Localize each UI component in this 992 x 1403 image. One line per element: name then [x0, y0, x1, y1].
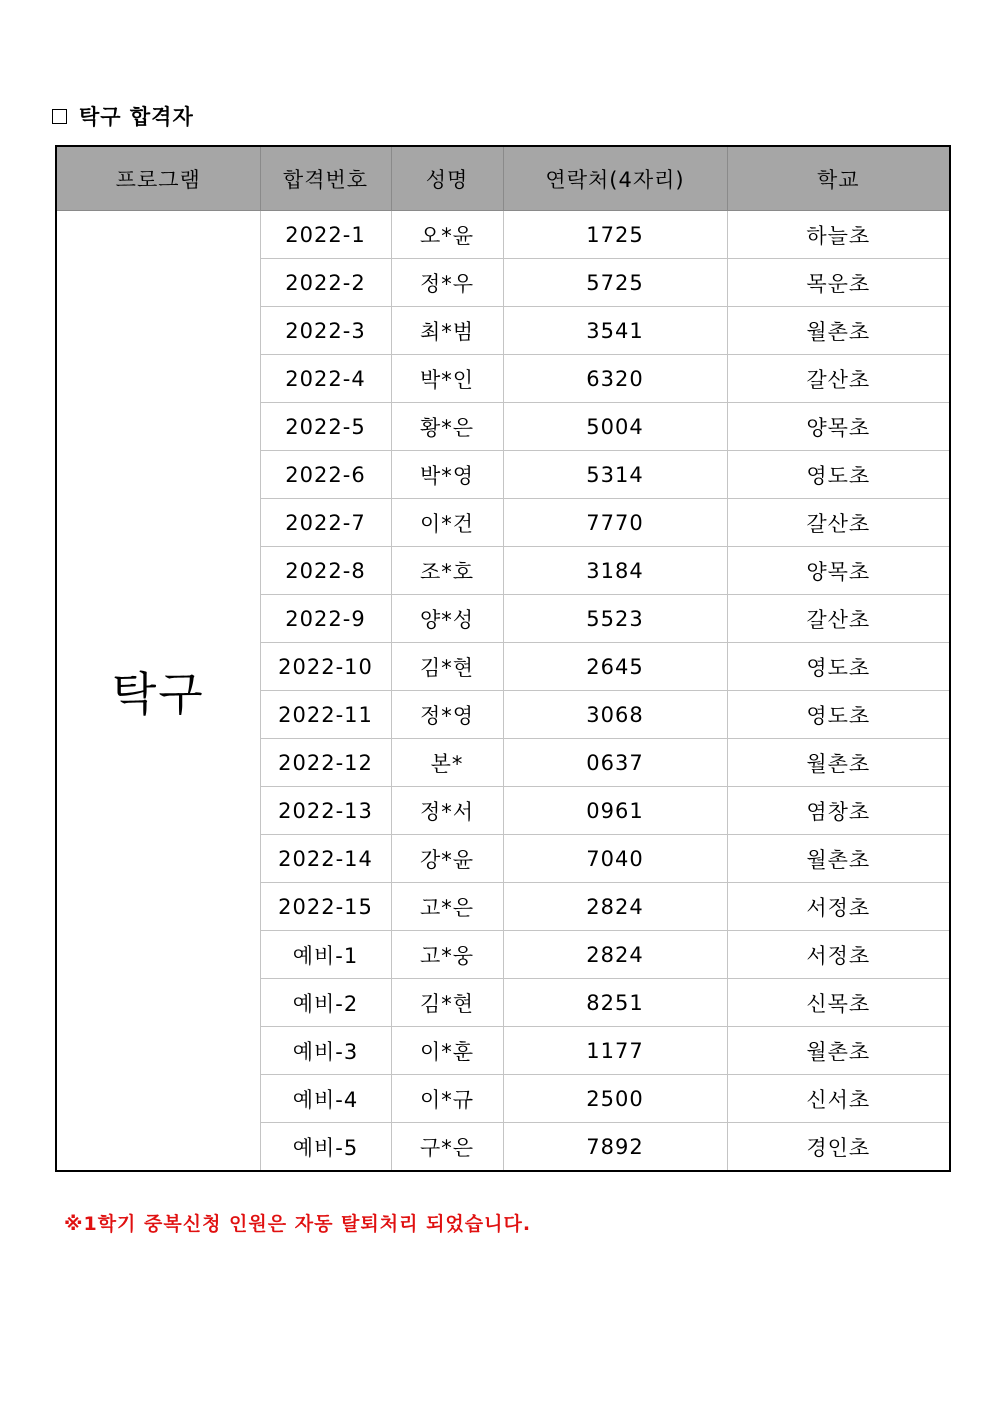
id-cell: 2022-2 [260, 259, 391, 307]
phone-cell: 3541 [503, 307, 727, 355]
school-cell: 서정초 [727, 931, 950, 979]
name-cell: 고*웅 [391, 931, 503, 979]
id-cell: 예비-4 [260, 1075, 391, 1123]
id-cell: 2022-1 [260, 211, 391, 259]
phone-cell: 5314 [503, 451, 727, 499]
school-cell: 양목초 [727, 403, 950, 451]
id-cell: 2022-4 [260, 355, 391, 403]
id-cell: 2022-8 [260, 547, 391, 595]
phone-cell: 3184 [503, 547, 727, 595]
table-header-row [56, 146, 950, 211]
program-cell: 탁구 [56, 211, 260, 1172]
name-cell: 박*인 [391, 355, 503, 403]
id-cell: 예비-2 [260, 979, 391, 1027]
notice-text: ※1학기 중복신청 인원은 자동 탈퇴처리 되었습니다. [64, 1213, 532, 1235]
id-cell: 2022-12 [260, 739, 391, 787]
name-cell: 이*규 [391, 1075, 503, 1123]
header-school: 학교 [727, 146, 950, 211]
name-cell: 정*영 [391, 691, 503, 739]
section-title [52, 101, 194, 131]
phone-cell: 8251 [503, 979, 727, 1027]
id-cell: 2022-5 [260, 403, 391, 451]
id-cell: 2022-13 [260, 787, 391, 835]
id-cell: 2022-7 [260, 499, 391, 547]
id-cell: 2022-14 [260, 835, 391, 883]
name-cell: 조*호 [391, 547, 503, 595]
school-cell: 신목초 [727, 979, 950, 1027]
id-cell: 예비-5 [260, 1123, 391, 1172]
school-cell: 영도초 [727, 451, 950, 499]
phone-cell: 0637 [503, 739, 727, 787]
school-cell: 월촌초 [727, 307, 950, 355]
phone-cell: 1177 [503, 1027, 727, 1075]
name-cell: 강*윤 [391, 835, 503, 883]
school-cell: 염창초 [727, 787, 950, 835]
phone-cell: 5004 [503, 403, 727, 451]
id-cell: 2022-11 [260, 691, 391, 739]
header-program: 프로그램 [56, 146, 260, 211]
school-cell: 월촌초 [727, 739, 950, 787]
name-cell: 이*훈 [391, 1027, 503, 1075]
name-cell: 김*현 [391, 979, 503, 1027]
name-cell: 정*우 [391, 259, 503, 307]
phone-cell: 7892 [503, 1123, 727, 1172]
table-body [56, 211, 950, 1172]
phone-cell: 6320 [503, 355, 727, 403]
name-cell: 최*범 [391, 307, 503, 355]
id-cell: 예비-1 [260, 931, 391, 979]
header-phone: 연락처(4자리) [503, 146, 727, 211]
school-cell: 신서초 [727, 1075, 950, 1123]
phone-cell: 5523 [503, 595, 727, 643]
phone-cell: 2500 [503, 1075, 727, 1123]
id-cell: 2022-15 [260, 883, 391, 931]
id-cell: 2022-6 [260, 451, 391, 499]
name-cell: 구*은 [391, 1123, 503, 1172]
school-cell: 영도초 [727, 691, 950, 739]
name-cell: 본* [391, 739, 503, 787]
square-bullet-icon [52, 109, 67, 124]
school-cell: 월촌초 [727, 1027, 950, 1075]
school-cell: 양목초 [727, 547, 950, 595]
phone-cell: 7770 [503, 499, 727, 547]
header-name: 성명 [391, 146, 503, 211]
phone-cell: 0961 [503, 787, 727, 835]
school-cell: 갈산초 [727, 499, 950, 547]
name-cell: 김*현 [391, 643, 503, 691]
school-cell: 서정초 [727, 883, 950, 931]
header-id: 합격번호 [260, 146, 391, 211]
section-title-text: 탁구 합격자 [79, 105, 194, 129]
results-table [55, 145, 951, 1172]
phone-cell: 3068 [503, 691, 727, 739]
id-cell: 2022-9 [260, 595, 391, 643]
phone-cell: 2645 [503, 643, 727, 691]
name-cell: 오*윤 [391, 211, 503, 259]
phone-cell: 2824 [503, 931, 727, 979]
phone-cell: 5725 [503, 259, 727, 307]
school-cell: 영도초 [727, 643, 950, 691]
name-cell: 고*은 [391, 883, 503, 931]
id-cell: 2022-10 [260, 643, 391, 691]
name-cell: 박*영 [391, 451, 503, 499]
phone-cell: 1725 [503, 211, 727, 259]
id-cell: 2022-3 [260, 307, 391, 355]
phone-cell: 2824 [503, 883, 727, 931]
school-cell: 갈산초 [727, 355, 950, 403]
table-row [56, 211, 950, 259]
id-cell: 예비-3 [260, 1027, 391, 1075]
school-cell: 목운초 [727, 259, 950, 307]
school-cell: 월촌초 [727, 835, 950, 883]
phone-cell: 7040 [503, 835, 727, 883]
name-cell: 양*성 [391, 595, 503, 643]
name-cell: 정*서 [391, 787, 503, 835]
name-cell: 황*은 [391, 403, 503, 451]
name-cell: 이*건 [391, 499, 503, 547]
school-cell: 하늘초 [727, 211, 950, 259]
school-cell: 갈산초 [727, 595, 950, 643]
school-cell: 경인초 [727, 1123, 950, 1172]
